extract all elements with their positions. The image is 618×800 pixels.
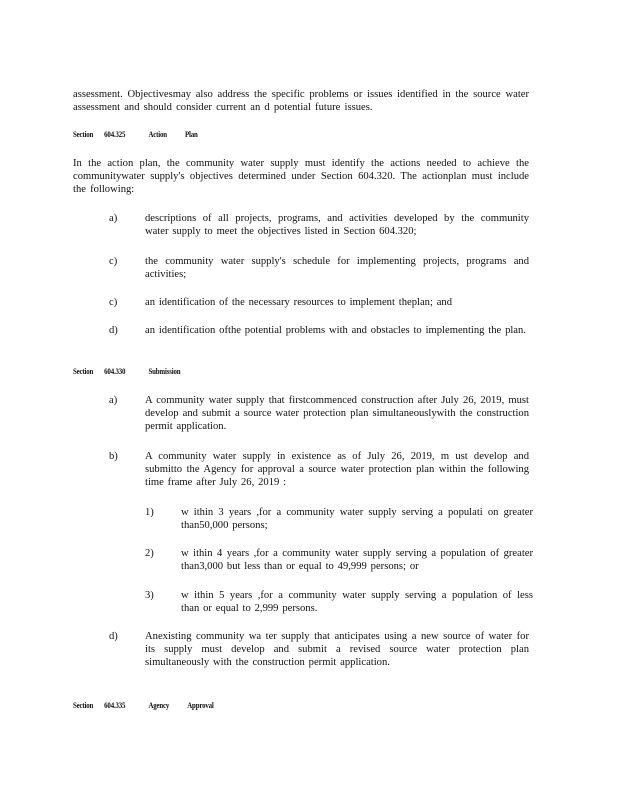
- subitem-label: 1): [145, 507, 154, 518]
- section-heading-604-330: [73, 367, 180, 376]
- intro-paragraph: assessment. Objectivesmay also address the specific problems or issues identified in the source water assessment and should consider current an d potential future issues.: [73, 89, 529, 113]
- item-label: b): [109, 451, 118, 462]
- section-label: Section: [73, 367, 94, 376]
- item-label: d): [109, 631, 118, 642]
- section-title-word: Action: [148, 130, 167, 139]
- section-number: 604.330: [104, 367, 126, 376]
- item-text: Anexisting community wa ter supply that anticipates using a new source of water for its supply must develop and submit a revised source water protection plan simultaneously with the construction permit application.: [145, 631, 529, 668]
- item-text: an identification of the necessary resources to implement theplan; and: [145, 297, 453, 308]
- subitem-text: w ithin 5 years ,for a community water supply serving a population of less than or equal to 2,999 persons.: [181, 590, 533, 614]
- section-title-word: Agency: [148, 701, 170, 710]
- item-label: d): [109, 325, 118, 336]
- subitem-text: w ithin 4 years ,for a community water supply serving a population of greater than3,000 but less than or equal to 49,999 persons; or: [181, 548, 533, 572]
- item-label: c): [109, 297, 118, 308]
- item-text: A community water supply that firstcommenced construction after July 26, 2019, must develop and submit a source water protection plan simultaneouslywith the construction permit application.: [145, 395, 529, 432]
- section-heading-604-325: [73, 130, 198, 139]
- section-title-word: Plan: [184, 130, 198, 139]
- section-label: Section: [73, 701, 94, 710]
- action-plan-paragraph: In the action plan, the community water supply must identify the actions needed to achieve the communitywater supply's objectives determined under Section 604.320. The actionplan must include the following:: [73, 158, 529, 195]
- section-label: Section: [73, 130, 94, 139]
- section-title-word: Approval: [187, 701, 214, 710]
- item-text: an identification ofthe potential problems with and obstacles to implementing the plan.: [145, 325, 526, 336]
- item-text: the community water supply's schedule for implementing projects, programs and activities;: [145, 256, 529, 280]
- subitem-label: 3): [145, 590, 154, 601]
- item-label: c): [109, 256, 118, 267]
- subitem-text: w ithin 3 years ,for a community water supply serving a populati on greater than50,000 persons;: [181, 507, 533, 531]
- section-number: 604.325: [104, 130, 126, 139]
- item-label: a): [109, 395, 118, 406]
- subitem-label: 2): [145, 548, 154, 559]
- section-number: 604.335: [104, 701, 126, 710]
- section-heading-604-335: [73, 701, 214, 710]
- item-text: A community water supply in existence as of July 26, 2019, m ust develop and submitto the Agency for approval a source water protection plan within the following time frame after July 26, 2019 :: [145, 451, 529, 488]
- section-title-word: Submission: [148, 367, 181, 376]
- item-text: descriptions of all projects, programs, and activities developed by the community water supply to meet the objectives listed in Section 604.320;: [145, 213, 529, 237]
- item-label: a): [109, 213, 118, 224]
